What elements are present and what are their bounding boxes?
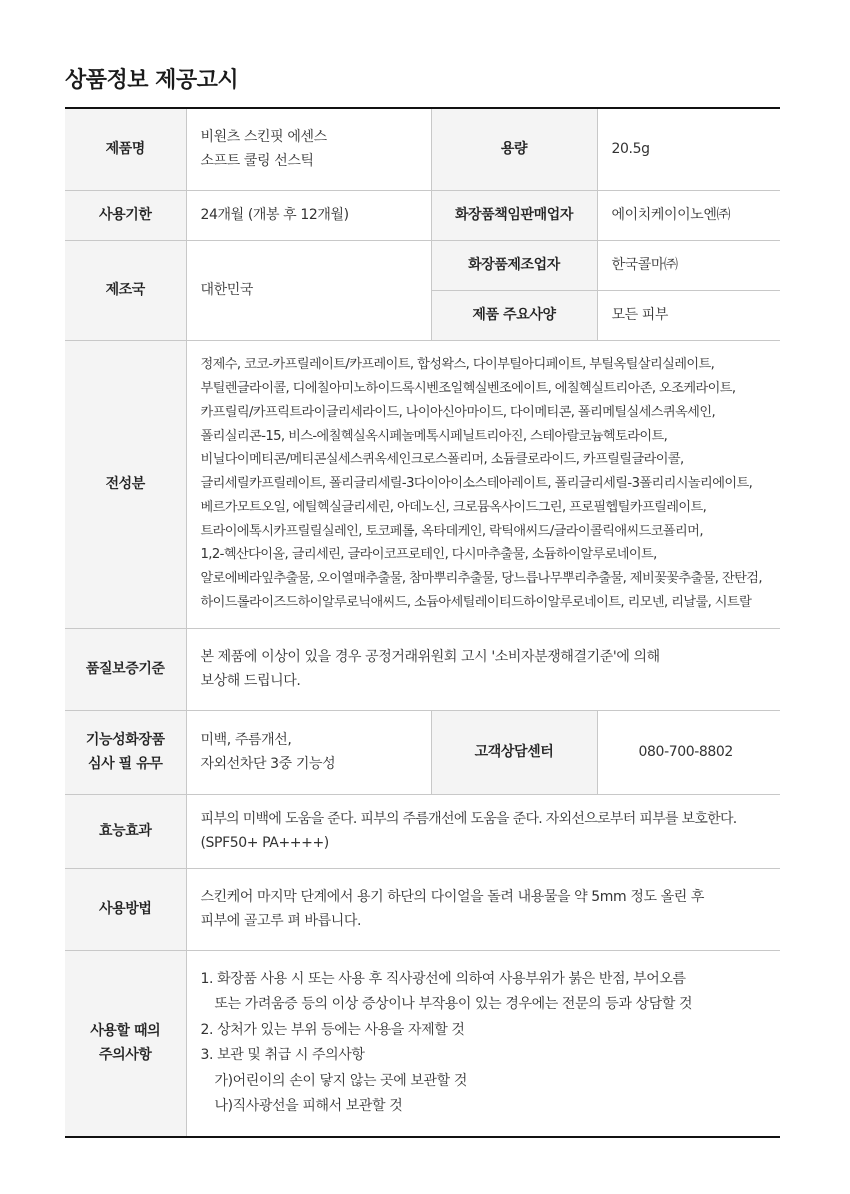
row-expiry [65,190,780,240]
row-usage [65,868,780,950]
ingredients-line: 폴리실리콘-15, 비스-에칠헥실옥시페놀메톡시페닐트리아진, 스테아랄코늄헥토라이트, [200,428,668,444]
caution-line: 또는 가려움증 등의 이상 증상이나 부작용이 있는 경우에는 전문의 등과 상담할 것 [214,996,693,1013]
usage-line1: 스킨케어 마지막 단계에서 용기 하단의 다이얼을 돌려 내용물을 약 5mm 정도 올린 후 [200,889,705,905]
expiry-label: 사용기한 [65,190,186,240]
functional-value [186,710,431,794]
quality-line1: 본 제품에 이상이 있을 경우 공정거래위원회 고시 '소비자분쟁해결기준'에 의해 [200,649,660,665]
capacity-value: 20.5g [597,108,780,190]
ingredients-line: 하이드롤라이즈드하이알루로닉애씨드, 소듐아세틸레이티드하이알루로네이트, 리모넨, 리날룰, 시트랄 [200,595,752,611]
ingredients-label: 전성분 [65,340,186,628]
usage-value [186,868,780,950]
product-name-line2: 소프트 쿨링 선스틱 [200,153,314,170]
spec-value: 모든 피부 [597,290,780,340]
row-caution [65,950,780,1137]
caution-line: 나)직사광선을 피해서 보관할 것 [214,1098,403,1115]
caution-line: 가)어린이의 손이 닿지 않는 곳에 보관할 것 [214,1072,467,1089]
caution-value [186,950,780,1137]
caution-label [65,950,186,1137]
efficacy-value [186,794,780,868]
functional-label-line1: 기능성화장품 [85,732,165,748]
country-label: 제조국 [65,240,186,340]
expiry-value: 24개월 (개봉 후 12개월) [186,190,431,240]
seller-label: 화장품책임판매업자 [431,190,597,240]
quality-value [186,628,780,710]
row-efficacy [65,794,780,868]
row-quality [65,628,780,710]
product-name-label: 제품명 [65,108,186,190]
product-info-table [65,107,780,1138]
usage-line2: 피부에 골고루 펴 바릅니다. [200,913,362,929]
manufacturer-value: 한국콜마㈜ [597,240,780,290]
functional-value-line2: 자외선차단 3중 기능성 [200,756,336,772]
spec-label: 제품 주요사양 [431,290,597,340]
product-name-value [186,108,431,190]
ingredients-line: 베르가모트오일, 에틸헥실글리세린, 아데노신, 크로뮴옥사이드그린, 프로필헵틸카프릴레이트, [200,499,707,515]
seller-value: 에이치케이이노엔㈜ [597,190,780,240]
ingredients-line: 정제수, 코코-카프릴레이트/카프레이트, 합성왁스, 다이부틸아디페이트, 부틸옥틸살리실레이트, [200,357,715,373]
ingredients-line: 부틸렌글라이콜, 디에칠아미노하이드록시벤조일헥실벤조에이트, 에칠헥실트리아존, 오조케라이트, [200,380,736,396]
efficacy-line1: 피부의 미백에 도움을 준다. 피부의 주름개선에 도움을 준다. 자외선으로부터 피부를 보호한다. [200,811,737,827]
product-name-line1: 비원츠 스킨핏 에센스 [200,129,327,146]
ingredients-value [186,340,780,628]
functional-value-line1: 미백, 주름개선, [200,732,292,748]
manufacturer-label: 화장품제조업자 [431,240,597,290]
row-product-name [65,108,780,190]
ingredients-line: 트라이에톡시카프릴릴실레인, 토코페롤, 옥타데케인, 락틱애씨드/글라이콜릭애씨드코폴리머, [200,523,703,539]
caution-label-line1: 사용할 때의 [90,1023,161,1040]
caution-label-line2: 주의사항 [99,1047,152,1064]
caution-line: 2. 상처가 있는 부위 등에는 사용을 자제할 것 [200,1021,465,1038]
capacity-label: 용량 [431,108,597,190]
ingredients-line: 알로에베라잎추출물, 오이열매추출물, 참마뿌리추출물, 당느릅나무뿌리추출물, 제비꽃꽃추출물, 잔탄검, [200,571,762,587]
caution-line: 3. 보관 및 취급 시 주의사항 [200,1047,365,1064]
quality-label: 품질보증기준 [65,628,186,710]
functional-label [65,710,186,794]
efficacy-line2: (SPF50+ PA++++) [200,835,329,851]
efficacy-label: 효능효과 [65,794,186,868]
caution-line: 1. 화장품 사용 시 또는 사용 후 직사광선에 의하여 사용부위가 붉은 반점, 부어오름 [200,970,686,987]
country-value: 대한민국 [186,240,431,340]
row-ingredients [65,340,780,628]
customer-center-label: 고객상담센터 [431,710,597,794]
ingredients-line: 글리세릴카프릴레이트, 폴리글리세릴-3다이아이소스테아레이트, 폴리글리세릴-3폴리리시놀리에이트, [200,476,753,492]
quality-line2: 보상해 드립니다. [200,673,301,689]
row-functional [65,710,780,794]
customer-center-phone: 080-700-8802 [597,710,780,794]
page-title: 상품정보 제공고시 [65,68,239,93]
ingredients-line: 카프릴릭/카프릭트라이글리세라이드, 나이아신아마이드, 다이메티콘, 폴리메틸실세스퀴옥세인, [200,404,716,420]
usage-label: 사용방법 [65,868,186,950]
ingredients-line: 1,2-헥산다이올, 글리세린, 글라이코프로테인, 다시마추출물, 소듐하이알루로네이트, [200,547,657,563]
row-country [65,240,780,290]
ingredients-line: 비닐다이메티콘/메티콘실세스퀴옥세인크로스폴리머, 소듐클로라이드, 카프릴릴글라이콜, [200,452,684,468]
functional-label-line2: 심사 필 유무 [87,756,163,772]
